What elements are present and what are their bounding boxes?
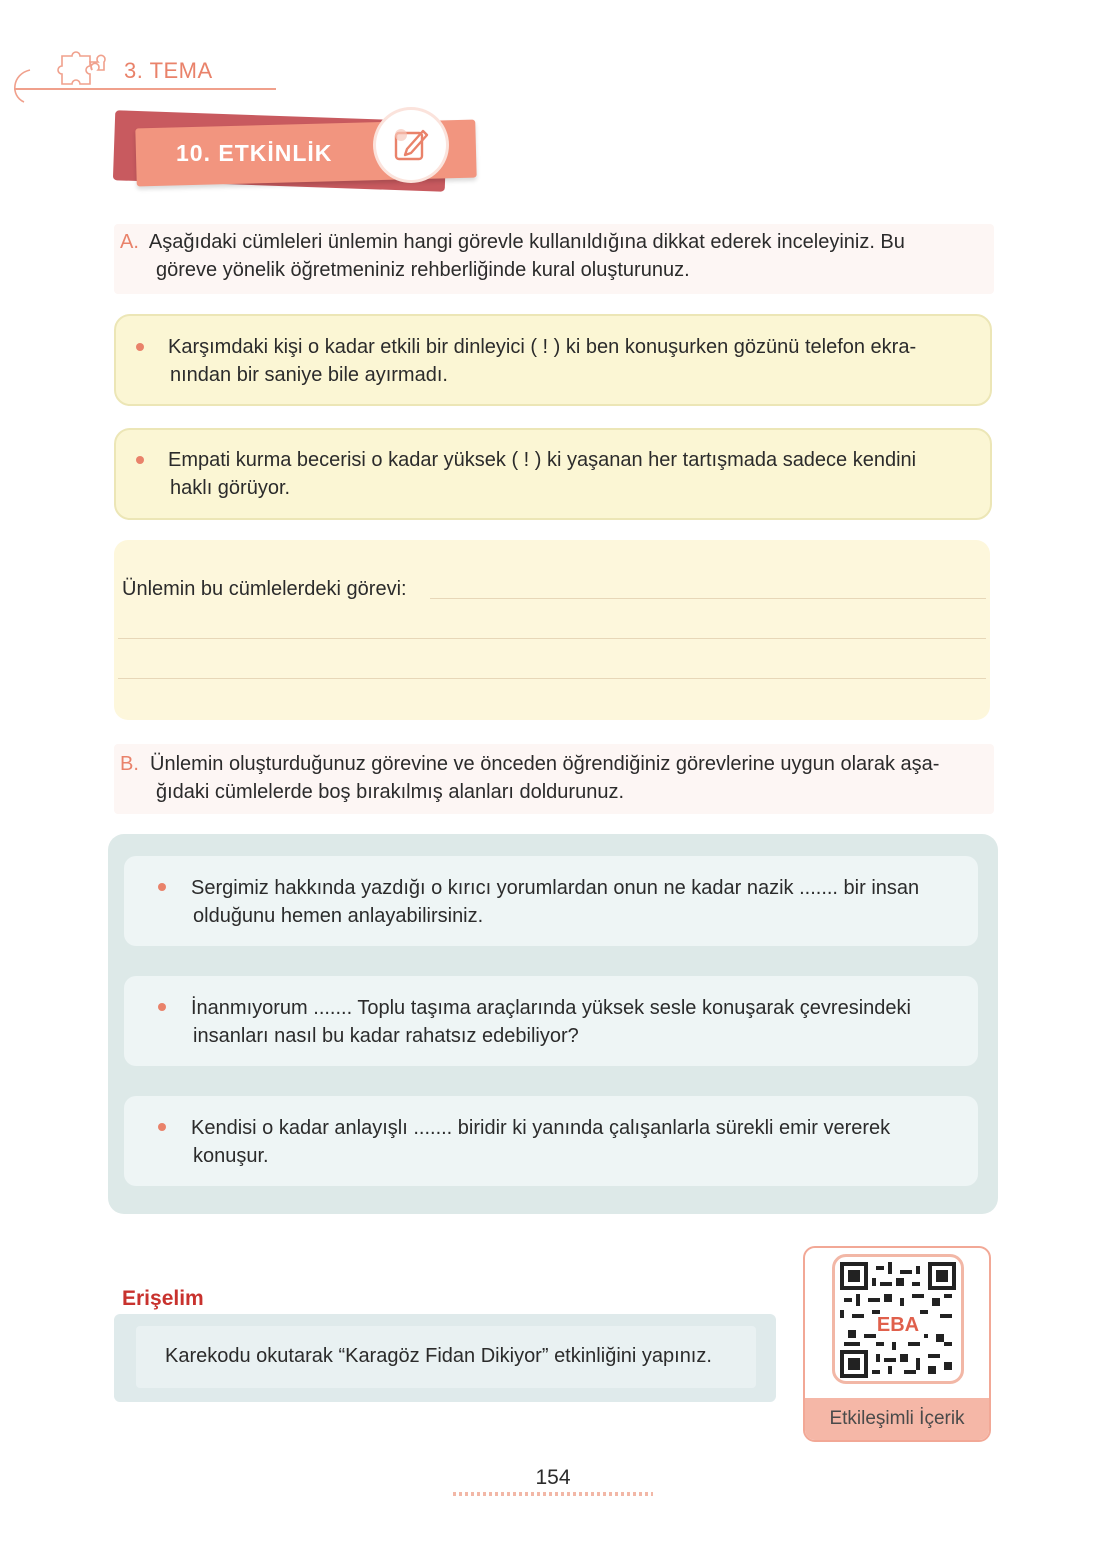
access-text: Karekodu okutarak “Karagöz Fidan Dikiyor” etkinliğini yapınız. — [165, 1345, 712, 1367]
section-b-letter: B. — [120, 753, 139, 775]
sentence-line2: haklı görüyor. — [170, 477, 291, 499]
puzzle-icon — [54, 44, 110, 92]
sentence-text — [168, 446, 958, 502]
section-b-instruction-line2: ğıdaki cümlelerde boş bırakılmış alanları doldurunuz. — [156, 781, 625, 803]
header-rule — [14, 88, 276, 90]
fill-in-line1: Kendisi o kadar anlayışlı ....... biridir ki yanında çalışanlarla sürekli emir vererek — [191, 1117, 891, 1139]
sentence-line1: Empati kurma becerisi o kadar yüksek ( ! ) ki yaşanan her tartışmada sadece kendini — [168, 449, 917, 471]
edit-icon-badge — [376, 110, 446, 180]
qr-caption[interactable]: Etkileşimli İçerik — [829, 1408, 965, 1429]
bullet-icon — [136, 343, 144, 351]
eba-logo: EBA — [876, 1313, 920, 1336]
answer-label: Ünlemin bu cümlelerdeki görevi: — [122, 578, 407, 600]
page-number: 154 — [535, 1466, 571, 1489]
bullet-icon — [158, 883, 166, 891]
fill-in-line2: konuşur. — [193, 1145, 269, 1167]
section-a-instruction-line1: Aşağıdaki cümleleri ünlemin hangi görevle kullanıldığına dikkat ederek inceleyiniz. Bu — [148, 231, 905, 253]
activity-title: 10. ETKİNLİK — [176, 140, 333, 166]
fill-in-line1: Sergimiz hakkında yazdığı o kırıcı yorumlardan onun ne kadar nazik ....... bir insan — [191, 877, 920, 899]
bullet-icon — [136, 456, 144, 464]
access-title: Erişelim — [122, 1287, 204, 1310]
decorative-curl-icon — [8, 66, 34, 106]
sentence-line1: Karşımdaki kişi o kadar etkili bir dinleyici ( ! ) ki ben konuşurken gözünü telefon ekra- — [168, 336, 917, 358]
fill-in-text — [191, 874, 945, 930]
section-a-instruction-line2: göreve yönelik öğretmeniniz rehberliğinde kural oluşturunuz. — [156, 259, 690, 281]
fill-in-text — [191, 994, 945, 1050]
theme-title: 3. TEMA — [124, 58, 213, 83]
section-b-instruction-line1: Ünlemin oluşturduğunuz görevine ve önceden öğrendiğiniz görevlerine uygun olarak aşa- — [150, 753, 940, 775]
fill-in-text — [191, 1114, 945, 1170]
bullet-icon — [158, 1003, 166, 1011]
answer-line[interactable] — [430, 598, 986, 599]
page-number-decoration — [453, 1492, 653, 1496]
sentence-text — [168, 333, 958, 389]
answer-line[interactable] — [118, 678, 986, 679]
sentence-line2: nından bir saniye bile ayırmadı. — [170, 364, 448, 386]
answer-area — [114, 540, 990, 720]
section-a-instruction — [120, 228, 980, 284]
bullet-icon — [158, 1123, 166, 1131]
answer-line[interactable] — [118, 638, 986, 639]
section-a-letter: A. — [120, 231, 139, 253]
fill-in-line2: olduğunu hemen anlayabilirsiniz. — [193, 905, 484, 927]
fill-in-line2: insanları nasıl bu kadar rahatsız edebiliyor? — [193, 1025, 579, 1047]
edit-icon — [393, 125, 431, 163]
section-b-instruction — [120, 750, 980, 806]
qr-code-icon[interactable] — [840, 1262, 956, 1378]
fill-in-line1: İnanmıyorum ....... Toplu taşıma araçlarında yüksek sesle konuşarak çevresindeki — [191, 997, 911, 1019]
